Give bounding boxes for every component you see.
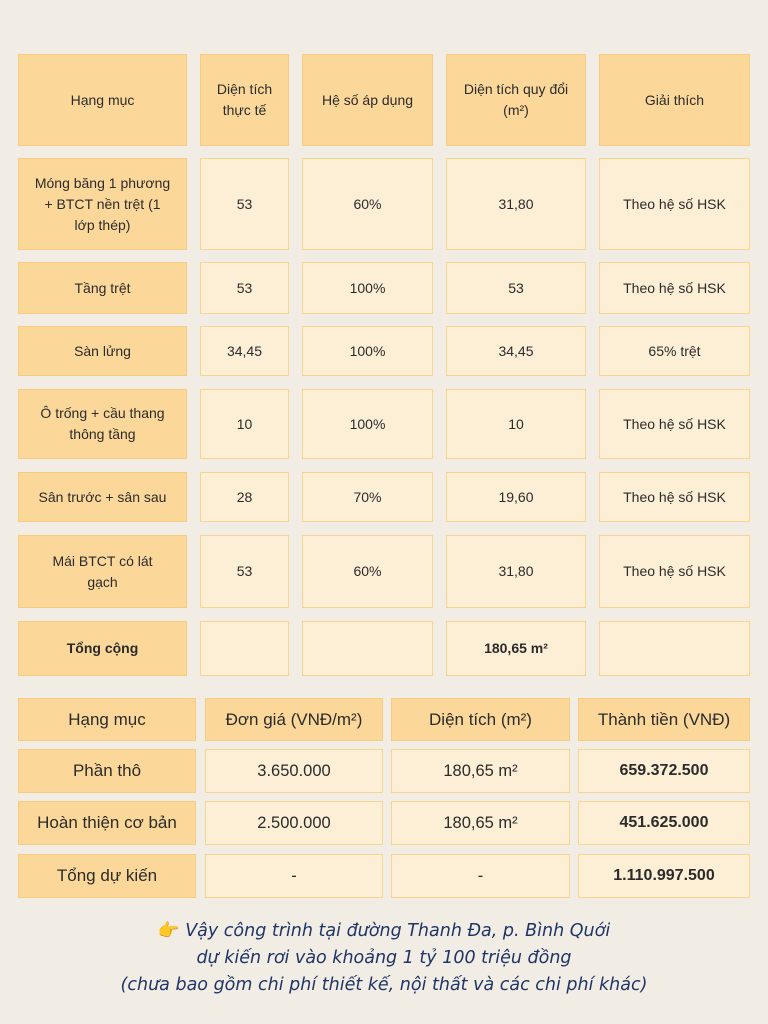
cell-giai-thich: [599, 621, 750, 676]
cell-giai-thich: Theo hệ số HSK: [599, 158, 750, 250]
cell-dien-tich: 180,65 m²: [391, 749, 570, 793]
note-text-1: Vậy công trình tại đường Thanh Đa, p. Bình Quới: [185, 921, 611, 941]
cell-thanh-tien: 451.625.000: [578, 801, 750, 845]
cell-dien-tich: 53: [200, 158, 289, 250]
header-don-gia: Đơn giá (VNĐ/m²): [205, 698, 383, 741]
cell-he-so: [302, 621, 433, 676]
cell-dien-tich: 53: [200, 262, 289, 314]
summary-note: [0, 918, 768, 999]
row-label: Sàn lửng: [18, 326, 187, 376]
row-label: Tầng trệt: [18, 262, 187, 314]
cell-quy-doi: 53: [446, 262, 586, 314]
note-line-3: (chưa bao gồm chi phí thiết kế, nội thất và các chi phí khác): [120, 975, 648, 995]
note-line-1: [0, 918, 768, 945]
cell-quy-doi: 31,80: [446, 535, 586, 608]
cell-dien-tich: 180,65 m²: [391, 801, 570, 845]
cell-don-gia: 2.500.000: [205, 801, 383, 845]
pointing-hand-icon: 👉: [157, 921, 180, 941]
total-label: Tổng cộng: [18, 621, 187, 676]
cell-he-so: 60%: [302, 158, 433, 250]
row-label: Hoàn thiện cơ bản: [18, 801, 196, 845]
cell-dien-tich: 10: [200, 389, 289, 459]
cell-giai-thich: Theo hệ số HSK: [599, 535, 750, 608]
row-label: Phần thô: [18, 749, 196, 793]
cell-he-so: 100%: [302, 389, 433, 459]
cell-dien-tich: 34,45: [200, 326, 289, 376]
total-area-value: 180,65 m²: [446, 621, 586, 676]
cell-quy-doi: 34,45: [446, 326, 586, 376]
cell-dien-tich: [200, 621, 289, 676]
cell-quy-doi: 31,80: [446, 158, 586, 250]
total-label: Tổng dự kiến: [18, 854, 196, 898]
header-dien-tich: Diện tích (m²): [391, 698, 570, 741]
header-giai-thich: Giải thích: [599, 54, 750, 146]
cell-he-so: 100%: [302, 326, 433, 376]
cell-quy-doi: 10: [446, 389, 586, 459]
cell-giai-thich: Theo hệ số HSK: [599, 389, 750, 459]
header-he-so: Hệ số áp dụng: [302, 54, 433, 146]
cell-don-gia: 3.650.000: [205, 749, 383, 793]
note-line-2: dự kiến rơi vào khoảng 1 tỷ 100 triệu đồng: [196, 948, 572, 968]
cell-giai-thich: Theo hệ số HSK: [599, 472, 750, 522]
cell-thanh-tien: 659.372.500: [578, 749, 750, 793]
cell-dien-tich: 53: [200, 535, 289, 608]
row-label: Mái BTCT có lát gạch: [18, 535, 187, 608]
header-hang-muc: Hạng mục: [18, 698, 196, 741]
total-cost-value: 1.110.997.500: [578, 854, 750, 898]
row-label: Móng băng 1 phương + BTCT nền trệt (1 lớp thép): [18, 158, 187, 250]
cell-dien-tich: 28: [200, 472, 289, 522]
row-label: Ô trống + cầu thang thông tầng: [18, 389, 187, 459]
cell-he-so: 100%: [302, 262, 433, 314]
cell-he-so: 70%: [302, 472, 433, 522]
header-hang-muc: Hạng mục: [18, 54, 187, 146]
cell-quy-doi: 19,60: [446, 472, 586, 522]
cell-giai-thich: Theo hệ số HSK: [599, 262, 750, 314]
header-dien-tich-thuc-te: Diện tích thực tế: [200, 54, 289, 146]
cell-he-so: 60%: [302, 535, 433, 608]
cell-don-gia: -: [205, 854, 383, 898]
cell-dien-tich: -: [391, 854, 570, 898]
cell-giai-thich: 65% trệt: [599, 326, 750, 376]
header-thanh-tien: Thành tiền (VNĐ): [578, 698, 750, 741]
row-label: Sân trước + sân sau: [18, 472, 187, 522]
header-dien-tich-quy-doi: Diện tích quy đổi (m²): [446, 54, 586, 146]
